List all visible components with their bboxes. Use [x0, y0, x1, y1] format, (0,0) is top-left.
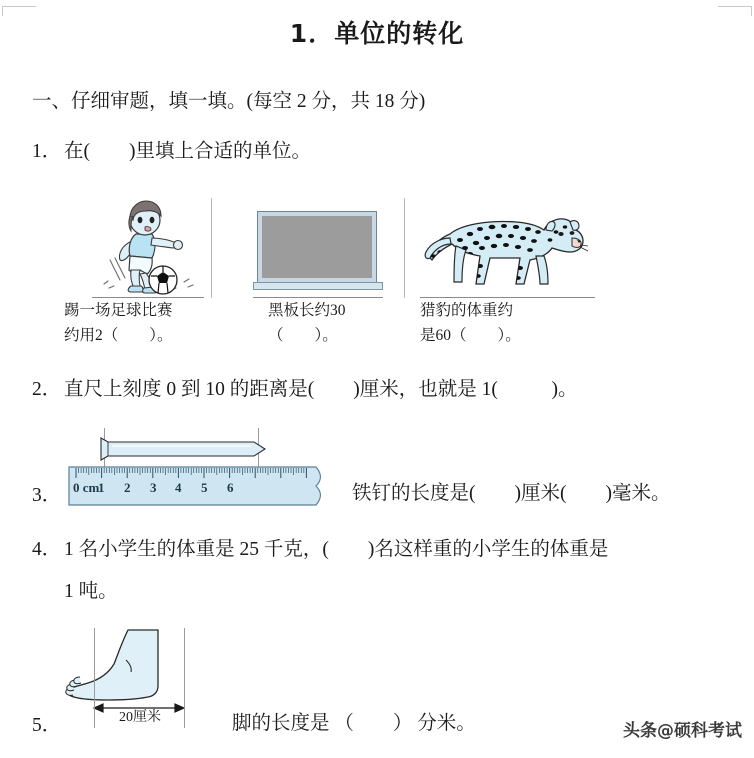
section-one-heading: 一、仔细审题，填一填。(每空 2 分，共 18 分): [32, 91, 426, 112]
ruler-unit-label: 0 cm: [73, 480, 100, 495]
figure-divider-1: [211, 198, 212, 298]
question-5-text: 脚的长度是 （ ） 分米。: [232, 713, 476, 734]
figure-leopard-caption-line-1: 猎豹的体重约: [420, 302, 514, 319]
question-4-text-line-2: 1 吨。: [64, 581, 118, 602]
question-1-number: 1．: [32, 141, 62, 162]
watermark: 头条@硕科考试: [623, 721, 742, 741]
figure-leopard: [420, 198, 595, 298]
question-2-number: 2．: [32, 379, 62, 400]
boy-soccer-illustration: [100, 198, 198, 298]
ruler-tick-label-4: 4: [175, 480, 182, 495]
foot-dimension-right-line: [184, 628, 185, 728]
figure-blackboard: [253, 212, 383, 298]
question-4-number: 4．: [32, 539, 62, 560]
question-5-number: 5．: [32, 715, 62, 736]
foot-dimension-label: 20厘米: [119, 710, 161, 725]
figure-boy-caption-line-2: 约用2（ ）。: [64, 327, 173, 344]
question-2-text: 直尺上刻度 0 到 10 的距离是( )厘米，也就是 1( )。: [64, 379, 578, 400]
figure-blackboard-caption-line-2: （ ）。: [268, 327, 338, 344]
blackboard-surface: [258, 212, 376, 282]
figure-blackboard-caption-line-1: 黑板长约30: [268, 302, 346, 319]
page-title: 1．单位的转化: [289, 19, 465, 48]
figure-leopard-caption-line-2: 是60（ ）。: [420, 327, 521, 344]
blackboard-ledge: [253, 282, 383, 290]
ruler-tick-label-5: 5: [201, 480, 208, 495]
figure-boy-caption-line-1: 踢一场足球比赛: [64, 302, 173, 319]
ruler-tick-label-3: 3: [150, 480, 157, 495]
question-4-text-line-1: 1 名小学生的体重是 25 千克，( )名这样重的小学生的体重是: [64, 539, 609, 560]
figure-boy-playing-soccer: [100, 198, 198, 298]
question-1-text: 在( )里填上合适的单位。: [64, 141, 311, 162]
foot-dimension-left-line: [94, 628, 95, 728]
figure-ruler-with-nail: [68, 428, 338, 500]
figure-foot-with-dimension: [62, 628, 192, 728]
ruler-tick-label-2: 2: [124, 480, 131, 495]
ruler-tick-label-6: 6: [227, 480, 234, 495]
ruler-tick-label-1: 1: [98, 480, 105, 495]
figure-divider-2: [404, 198, 405, 298]
question-3-number: 3．: [32, 485, 62, 506]
question-3-text: 铁钉的长度是( )厘米( )毫米。: [352, 483, 671, 504]
leopard-illustration: [420, 198, 595, 298]
